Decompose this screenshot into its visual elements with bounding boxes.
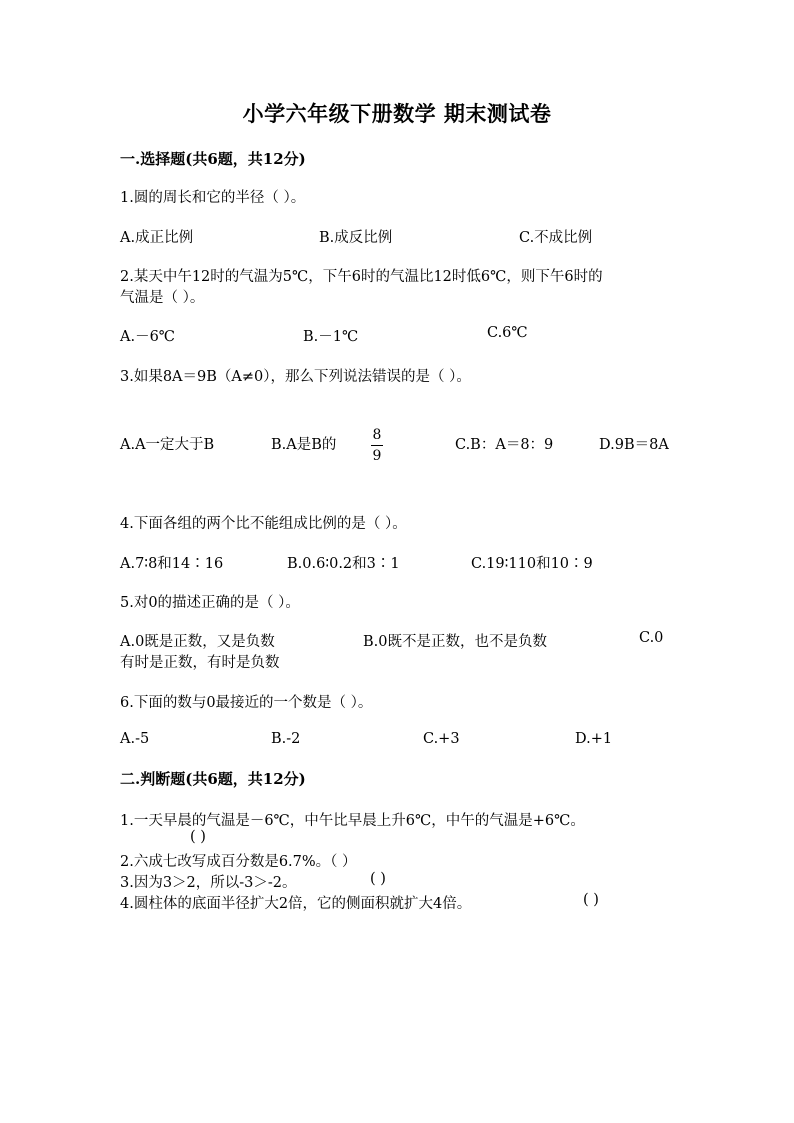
question-5-option-c: C.0 bbox=[639, 630, 664, 646]
question-2-stem-line1: 2.某天中午12时的气温为5℃，下午6时的气温比12时低6℃，则下午6时的 bbox=[120, 269, 603, 285]
section1-heading: 一.选择题(共6题，共12分) bbox=[120, 150, 306, 168]
question-2-option-c: C.6℃ bbox=[487, 325, 528, 341]
judgment-4-answer-paren: ( ) bbox=[583, 892, 599, 908]
question-3-option-b: B.A是B的 bbox=[271, 437, 337, 453]
question-6-option-b: B.-2 bbox=[271, 731, 301, 747]
question-4-stem: 4.下面各组的两个比不能组成比例的是（ ）。 bbox=[120, 516, 407, 532]
question-4-option-b: B.0.6∶0.2和3∶1 bbox=[287, 556, 400, 572]
question-6-option-a: A.-5 bbox=[120, 731, 150, 747]
question-1-option-c: C.不成比例 bbox=[519, 230, 593, 246]
judgment-2-text: 2.六成七改写成百分数是6.7%。（ ） bbox=[120, 854, 357, 870]
question-2-stem-line2: 气温是（ ）。 bbox=[120, 290, 205, 306]
fraction-denominator: 9 bbox=[372, 448, 382, 464]
fraction-numerator: 8 bbox=[372, 427, 382, 443]
question-4-option-c: C.19∶110和10∶9 bbox=[471, 556, 593, 572]
question-5-option-a: A.0既是正数，又是负数 bbox=[120, 634, 275, 650]
page-title: 小学六年级下册数学 期末测试卷 bbox=[242, 101, 552, 126]
question-1-stem: 1.圆的周长和它的半径（ ）。 bbox=[120, 190, 306, 206]
question-3-fraction bbox=[370, 427, 384, 464]
question-3-option-d: D.9B＝8A bbox=[599, 437, 669, 453]
question-1-option-a: A.成正比例 bbox=[120, 230, 194, 246]
judgment-3-text: 3.因为3＞2，所以-3＞-2。 bbox=[120, 875, 297, 891]
judgment-1-line1: 1.一天早晨的气温是－6℃，中午比早晨上升6℃，中午的气温是+6℃。 bbox=[120, 813, 585, 829]
question-3-option-c: C.B：A＝8：9 bbox=[455, 437, 554, 453]
section2-heading: 二.判断题(共6题，共12分) bbox=[120, 770, 306, 788]
question-6-option-d: D.+1 bbox=[575, 731, 613, 747]
fraction-bar bbox=[371, 445, 383, 446]
question-5-option-b: B.0既不是正数，也不是负数 bbox=[363, 634, 547, 650]
question-1-option-b: B.成反比例 bbox=[319, 230, 393, 246]
question-6-stem: 6.下面的数与0最接近的一个数是（ ）。 bbox=[120, 695, 373, 711]
question-2-option-b: B.－1℃ bbox=[303, 329, 359, 345]
judgment-4-text: 4.圆柱体的底面半径扩大2倍，它的侧面积就扩大4倍。 bbox=[120, 896, 472, 912]
question-5-stem: 5.对0的描述正确的是（ ）。 bbox=[120, 595, 300, 611]
question-6-option-c: C.+3 bbox=[423, 731, 460, 747]
question-5-option-c-continued: 有时是正数，有时是负数 bbox=[120, 655, 280, 671]
judgment-3-answer-paren: ( ) bbox=[370, 871, 386, 887]
question-4-option-a: A.7∶8和14∶16 bbox=[120, 556, 224, 572]
question-3-stem: 3.如果8A＝9B（A≠0），那么下列说法错误的是（ ）。 bbox=[120, 369, 471, 385]
judgment-1-answer-paren: ( ) bbox=[190, 829, 206, 845]
question-2-option-a: A.－6℃ bbox=[120, 329, 176, 345]
question-3-option-a: A.A一定大于B bbox=[120, 437, 215, 453]
